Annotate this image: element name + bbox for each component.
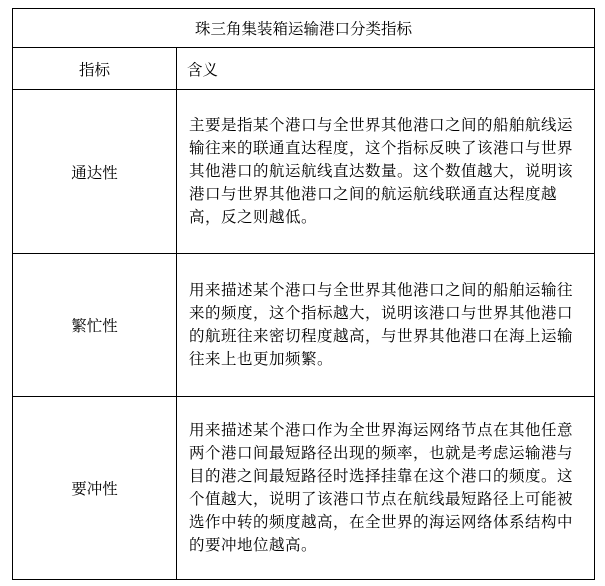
meaning-cell xyxy=(177,397,594,579)
header-indicator: 指标 xyxy=(13,48,177,89)
table-row xyxy=(13,397,594,579)
indicator-cell: 要冲性 xyxy=(13,397,177,579)
table-title: 珠三角集装箱运输港口分类指标 xyxy=(13,9,594,48)
meaning-text: 用来描述某个港口与全世界其他港口之间的船舶运输往来的频度，这个指标越大，说明该港口与世界其他港口的航班往来密切程度越高，与世界其他港口在海上运输往来上也更加频繁。 xyxy=(189,281,574,368)
meaning-text: 用来描述某个港口作为全世界海运网络节点在其他任意两个港口间最短路径出现的频率，也就是考虑运输港与目的港之间最短路径时选择挂靠在这个港口的频度。这个值越大，说明了该港口节点在航线最短路径上可能被选作中转的频度越高，在全世界的海运网络体系结构中的要冲地位越高。 xyxy=(189,421,574,554)
meaning-text: 主要是指某个港口与全世界其他港口之间的船舶航线运输往来的联通直达程度，这个指标反映了该港口与世界其他港口的航运航线直达数量。这个数值越大，说明该港口与世界其他港口之间的航运航线联通直达程度越高，反之则越低。 xyxy=(189,116,574,226)
header-meaning: 含义 xyxy=(187,60,219,79)
table-row xyxy=(13,254,594,397)
table-row xyxy=(13,90,594,254)
indicator-cell: 繁忙性 xyxy=(13,254,177,396)
meaning-cell xyxy=(177,254,594,396)
meaning-cell xyxy=(177,90,594,253)
table-header-row xyxy=(13,48,594,90)
indicator-table xyxy=(12,8,595,580)
indicator-cell: 通达性 xyxy=(13,90,177,253)
